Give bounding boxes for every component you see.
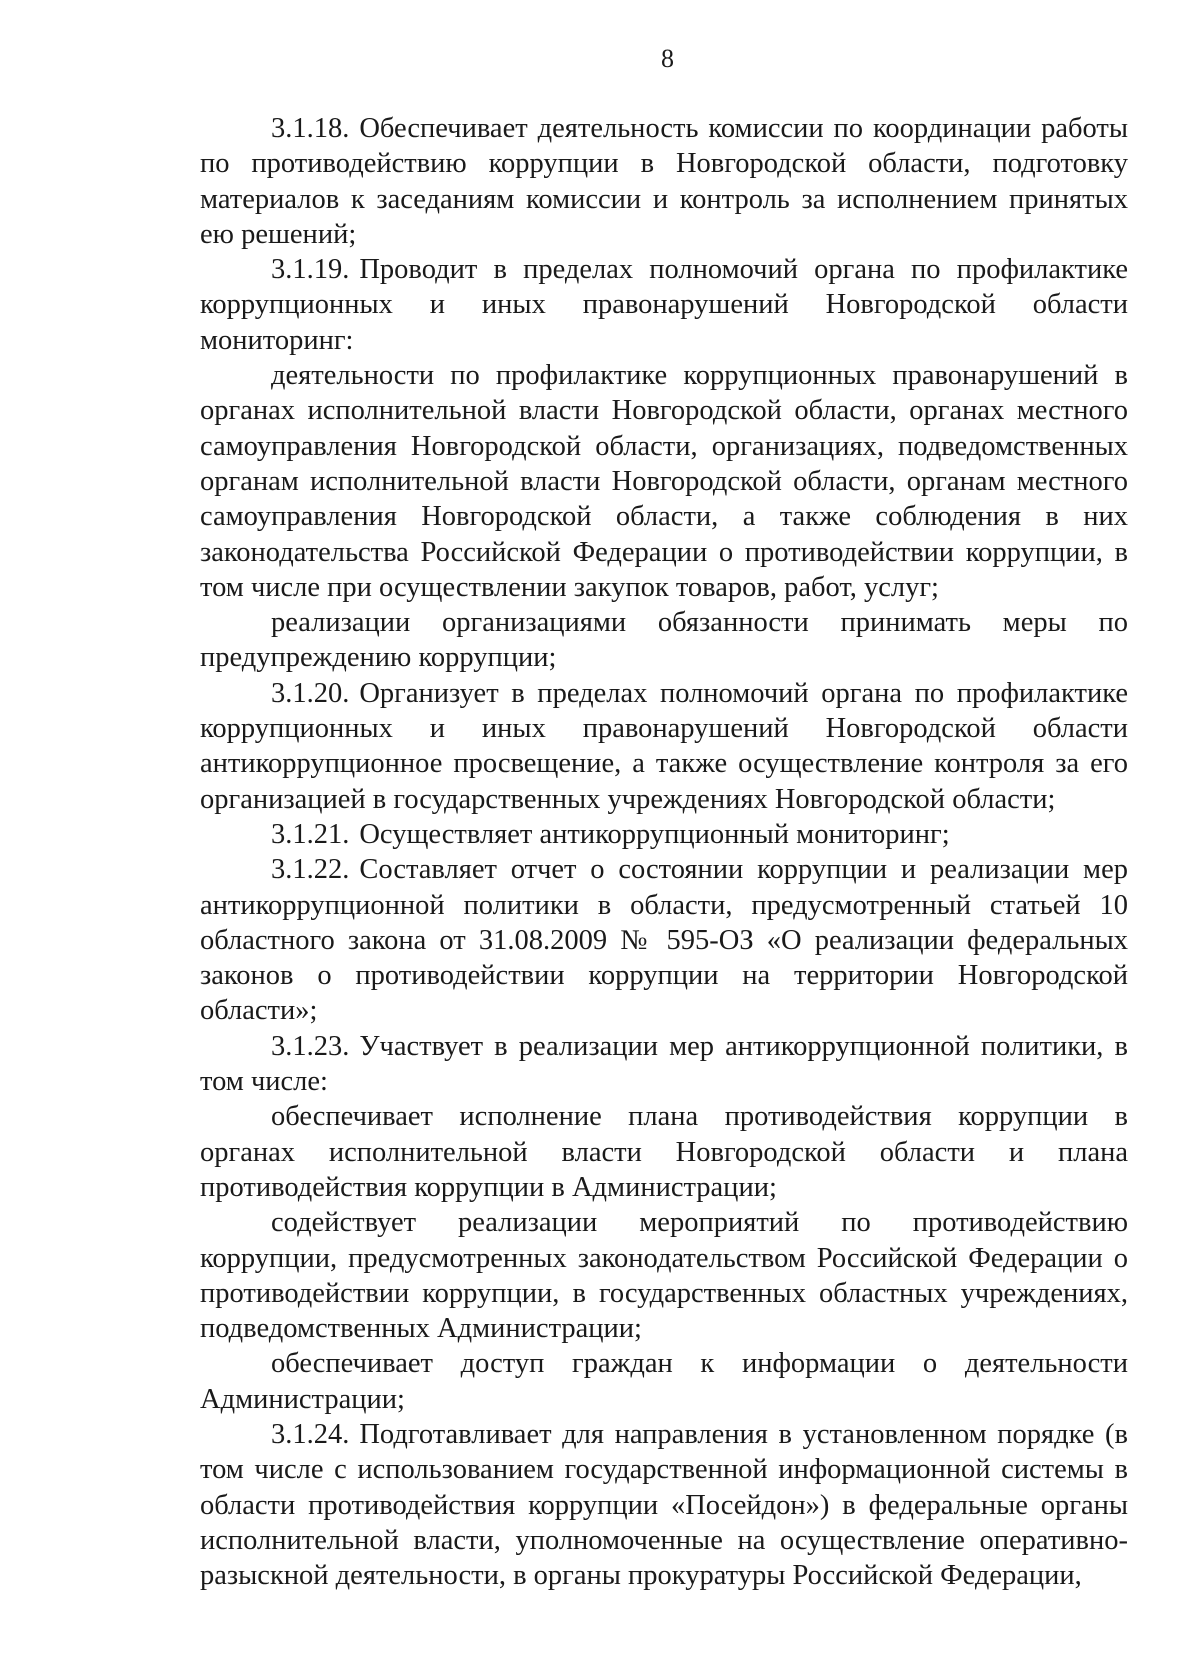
clause-number: 3.1.20. bbox=[271, 677, 350, 709]
paragraph-3-1-24 bbox=[200, 1417, 1128, 1593]
paragraph-anticorruption-plan bbox=[200, 1099, 1128, 1205]
clause-number: 3.1.23. bbox=[271, 1030, 350, 1062]
clause-number: 3.1.21. bbox=[271, 818, 350, 850]
paragraph-text: обеспечивает исполнение плана противодействия коррупции в органах исполнительной власти Новгородской области и плана противодействия коррупции в Администрации; bbox=[200, 1101, 1128, 1203]
paragraph-3-1-18 bbox=[200, 111, 1128, 252]
clause-number: 3.1.18. bbox=[271, 113, 350, 144]
paragraph-text: Организует в пределах полномочий органа по профилактике коррупционных и иных правонарушений Новгородской области антикоррупционное просвещение, а также осуществление контроля за его организацией в государственных учреждениях Новгородской области; bbox=[200, 677, 1128, 815]
paragraph-text: Осуществляет антикоррупционный мониторинг; bbox=[359, 818, 950, 850]
paragraph-text: содействует реализации мероприятий по противодействию коррупции, предусмотренных законодательством Российской Федерации о противодействии коррупции, в государственных областных учреждениях, подведомственных Администрации; bbox=[200, 1207, 1128, 1345]
paragraph-3-1-21 bbox=[200, 817, 1128, 852]
paragraph-3-1-19 bbox=[200, 252, 1128, 358]
paragraph-3-1-23 bbox=[200, 1029, 1128, 1100]
paragraph-text: деятельности по профилактике коррупционных правонарушений в органах исполнительной власти Новгородской области, органах местного самоуправления Новгородской области, организациях, подведомственных органам исполнительной власти Новгородской области, органам местного самоуправления Новгородской области, а также соблюдения в них законодательства Российской Федерации о противодействии коррупции, в том числе при осуществлении закупок товаров, работ, услуг; bbox=[200, 360, 1128, 603]
paragraph-text: Участвует в реализации мер антикоррупционной политики, в том числе: bbox=[200, 1030, 1128, 1098]
clause-number: 3.1.22. bbox=[271, 854, 350, 886]
paragraph-assists-measures bbox=[200, 1205, 1128, 1346]
paragraph-monitoring-activity bbox=[200, 358, 1128, 605]
paragraph-monitoring-obligations bbox=[200, 605, 1128, 676]
paragraph-information-access bbox=[200, 1346, 1128, 1417]
paragraph-text: Проводит в пределах полномочий органа по профилактике коррупционных и иных правонарушений Новгородской области мониторинг: bbox=[200, 254, 1128, 356]
paragraph-text: Подготавливает для направления в установленном порядке (в том числе с использованием государственной информационной системы в области противодействия коррупции «Посейдон») в федеральные органы исполнительной власти, уполномоченные на осуществление оперативно-разыскной деятельности, в органы прокуратуры Российской Федерации, bbox=[200, 1418, 1128, 1592]
document-body bbox=[200, 111, 1128, 1593]
paragraph-3-1-22 bbox=[200, 852, 1128, 1028]
paragraph-text: Обеспечивает деятельность комиссии по координации работы по противодействию коррупции в Новгородской области, подготовку материалов к заседаниям комиссии и контроль за исполнением принятых ею решений; bbox=[200, 113, 1128, 250]
paragraph-text: Составляет отчет о состоянии коррупции и реализации мер антикоррупционной политики в области, предусмотренный статьей 10 областного закона от 31.08.2009 № 595-ОЗ «О реализации федеральных законов о противодействии коррупции на территории Новгородской области»; bbox=[200, 854, 1128, 1027]
paragraph-3-1-20 bbox=[200, 676, 1128, 817]
clause-number: 3.1.19. bbox=[271, 254, 350, 286]
clause-number: 3.1.24. bbox=[271, 1418, 350, 1450]
paragraph-text: обеспечивает доступ граждан к информации о деятельности Администрации; bbox=[200, 1348, 1128, 1415]
paragraph-text: реализации организациями обязанности принимать меры по предупреждению коррупции; bbox=[200, 607, 1128, 674]
page-number: 8 bbox=[661, 44, 674, 73]
